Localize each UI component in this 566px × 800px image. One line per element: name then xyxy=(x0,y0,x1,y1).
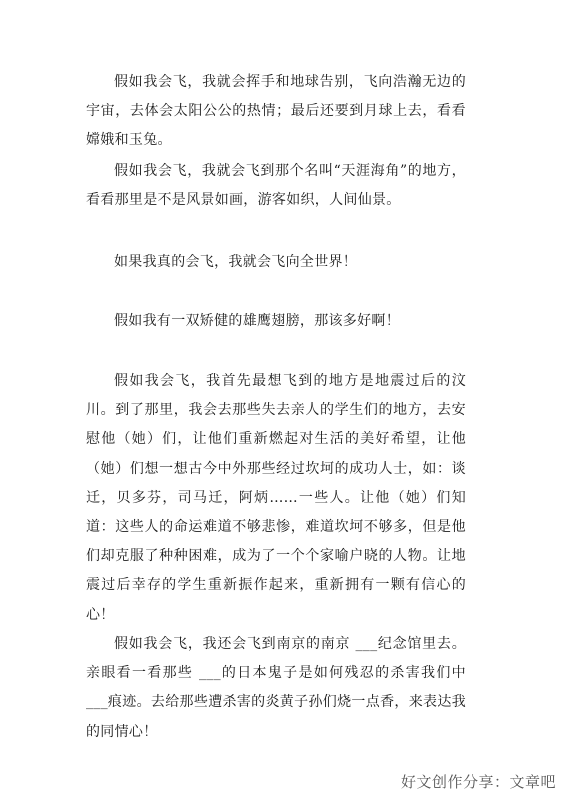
paragraph-2: 假如我会飞，我就会飞到那个名叫“天涯海角”的地方，看看那里是不是风景如画，游客如织，人间仙景。 xyxy=(86,163,466,209)
paragraph-4: 假如我有一双矫健的雄鹰翅膀，那该多好啊！ xyxy=(114,313,400,329)
paragraph-6: 假如我会飞，我还会飞到南京的南京 ___纪念馆里去。亲眼看一看那些 ___的日本鬼子是如何残忍的杀害我们中 ___痕迹。去给那些遭杀害的炎黄子孙们烧一点香，来表达我的同情心！ xyxy=(86,636,466,740)
source-watermark: 好文创作分享：文章吧 xyxy=(400,773,556,791)
paragraph-5: 假如我会飞，我首先最想飞到的地方是地震过后的汶川。到了那里，我会去那些失去亲人的学生们的地方，去安慰他（她）们，让他们重新燃起对生活的美好希望，让他（她）们想一想古今中外那些经过坎坷的成功人士，如：谈迁，贝多芬，司马迁，阿炳……一些人。让他（她）们知道：这些人的命运难道不够悲惨，难道坎坷不够多，但是他们却克服了种种困难，成为了一个个家喻户晓的人物。让地震过后幸存的学生重新振作起来，重新拥有一颗有信心的心！ xyxy=(86,373,466,623)
paragraph-1: 假如我会飞，我就会挥手和地球告别，飞向浩瀚无边的宇宙，去体会太阳公公的热情；最后还要到月球上去，看看嫦娥和玉兔。 xyxy=(86,74,466,149)
paragraph-3: 如果我真的会飞，我就会飞向全世界！ xyxy=(114,254,358,270)
